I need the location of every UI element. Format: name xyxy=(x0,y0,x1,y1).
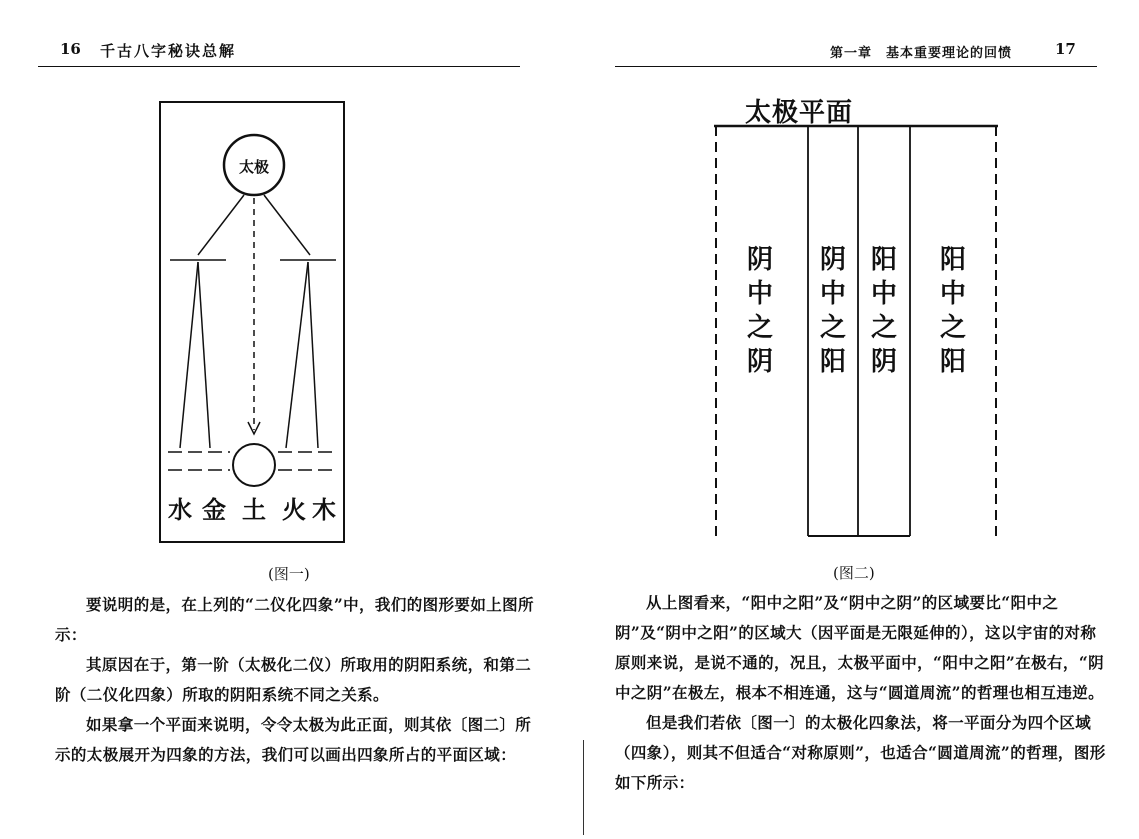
figure-one-diagram xyxy=(158,100,348,545)
left-page xyxy=(0,0,560,839)
svg-text:阳: 阳 xyxy=(870,245,898,275)
svg-text:中: 中 xyxy=(746,279,774,309)
figure-two-title: 太极平面 xyxy=(745,98,854,128)
svg-text:之: 之 xyxy=(746,313,774,343)
left-running-title: 千古八字秘诀总解 xyxy=(100,42,237,60)
left-paragraph-1: 要说明的是，在上列的“二仪化四象”中，我们的图形要如上图所示： xyxy=(55,595,534,644)
element-earth: 土 xyxy=(242,496,266,524)
svg-text:中: 中 xyxy=(819,279,847,309)
left-header-rule xyxy=(38,66,520,67)
figure-two-diagram xyxy=(710,122,1002,540)
svg-text:阳: 阳 xyxy=(939,347,967,377)
svg-text:中: 中 xyxy=(870,279,898,309)
right-paragraph-2: 但是我们若依〔图一〕的太极化四象法，将一平面分为四个区域（四象），则其不但适合“对称原则”，也适合“圆道周流”的哲理，图形如下所示： xyxy=(615,713,1106,792)
left-paragraph-3: 如果拿一个平面来说明，令令太极为此正面，则其依〔图二〕所示的太极展开为四象的方法，我们可以画出四象所占的平面区域： xyxy=(55,715,532,764)
svg-text:之: 之 xyxy=(870,313,898,343)
gutter-line xyxy=(583,740,584,835)
column-yang-within-yang xyxy=(940,245,966,377)
svg-text:阴: 阴 xyxy=(746,347,774,377)
column-yin-within-yin xyxy=(747,245,773,377)
svg-text:阴: 阴 xyxy=(819,245,847,275)
element-fire: 火 xyxy=(282,496,306,524)
svg-text:阳: 阳 xyxy=(819,347,847,377)
figure-two-caption: (图二) xyxy=(833,564,875,582)
element-metal: 金 xyxy=(202,496,226,524)
element-water: 水 xyxy=(168,496,192,524)
column-yang-within-yin xyxy=(820,245,846,377)
right-running-title: 第一章 基本重要理论的回愤 xyxy=(830,46,1013,61)
right-header-rule xyxy=(615,66,1097,67)
svg-text:之: 之 xyxy=(819,313,847,343)
svg-text:阴: 阴 xyxy=(870,347,898,377)
svg-text:中: 中 xyxy=(939,279,967,309)
taiji-label: 太极 xyxy=(238,158,270,176)
figure-one-caption: (图一) xyxy=(268,565,310,583)
right-page-number: 17 xyxy=(1055,40,1076,58)
column-yin-within-yang xyxy=(871,245,897,377)
svg-text:之: 之 xyxy=(939,313,967,343)
svg-text:阳: 阳 xyxy=(939,245,967,275)
right-body-text xyxy=(615,588,1107,798)
left-paragraph-2: 其原因在于，第一阶（太极化二仪）所取用的阴阳系统，和第二阶（二仪化四象）所取的阴阳系统不同之关系。 xyxy=(55,655,532,704)
right-page xyxy=(585,0,1139,839)
earth-circle xyxy=(233,444,275,486)
element-wood: 木 xyxy=(312,496,336,524)
left-body-text xyxy=(55,590,543,770)
svg-text:阴: 阴 xyxy=(746,245,774,275)
left-page-number: 16 xyxy=(60,40,81,58)
right-paragraph-1: 从上图看来，“阳中之阳”及“阴中之阴”的区域要比“阳中之阴”及“阴中之阳”的区域大（因平面是无限延伸的），这以宇宙的对称原则来说，是说不通的，况且，太极平面中，“阳中之阳”在极右，“阴中之阴”在极左，根本不相连通，这与“圆道周流”的哲理也相互违逆。 xyxy=(615,593,1105,702)
